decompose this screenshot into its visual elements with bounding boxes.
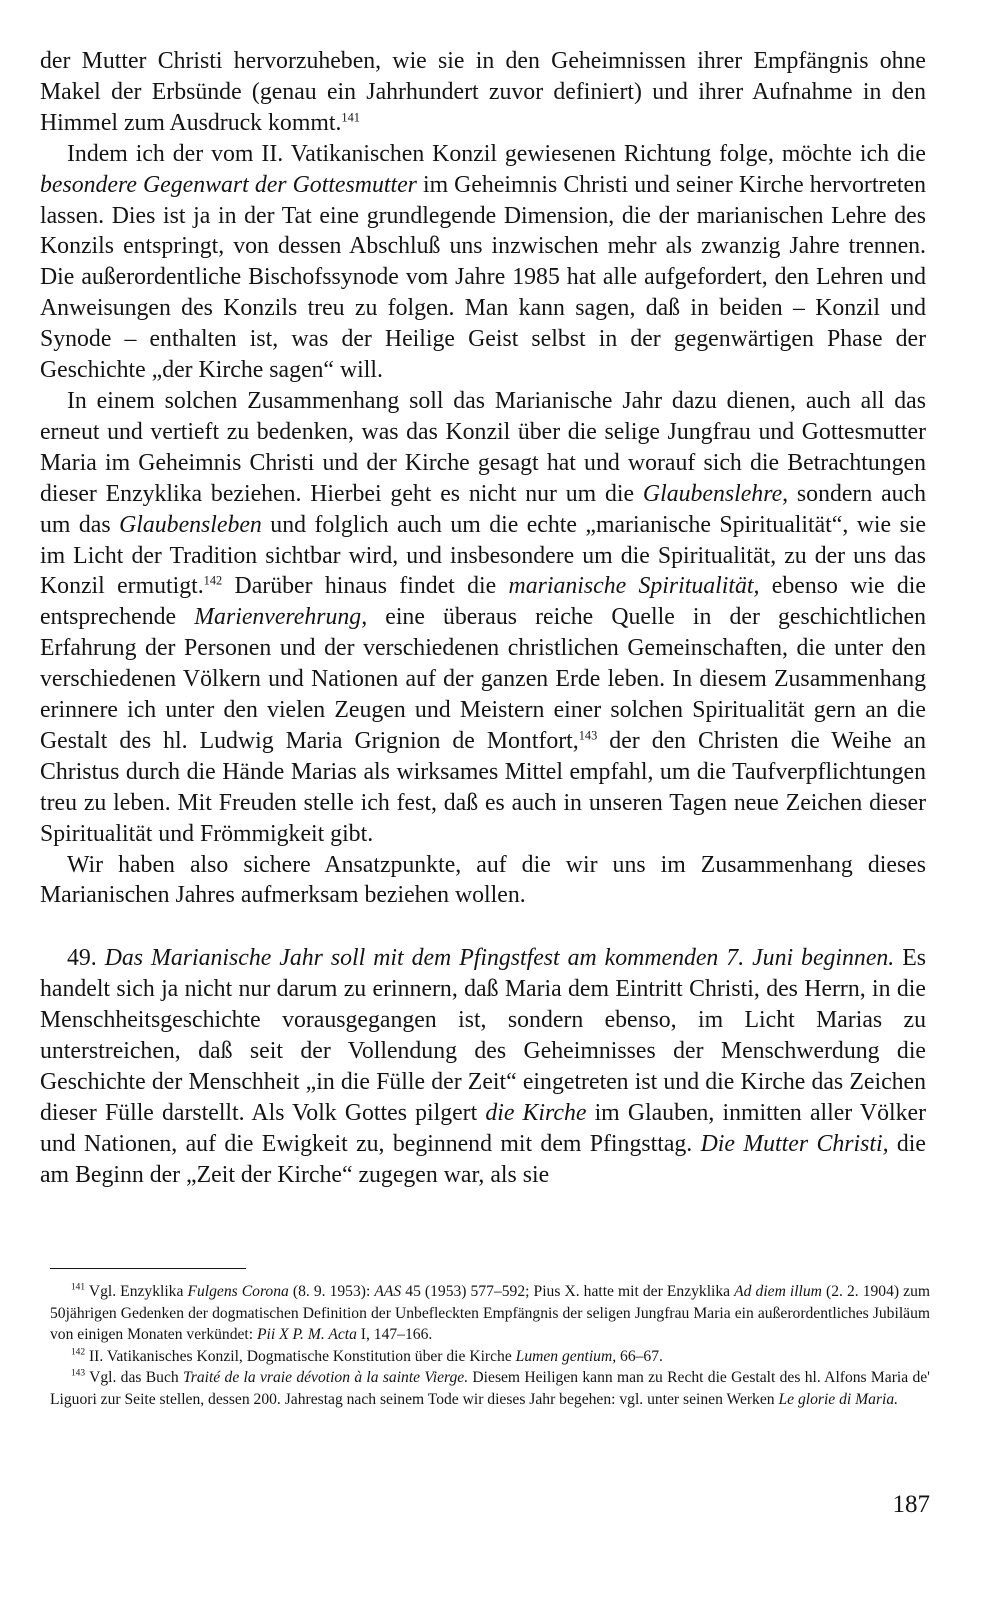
text-run: I, 147–166. — [356, 1326, 433, 1344]
footnote-rule — [50, 1268, 246, 1269]
paragraph — [40, 850, 926, 912]
text-run: 45 (1953) 577–592; Pius X. hatte mit der Enzyklika — [401, 1283, 735, 1300]
text-run: Vgl. das Buch — [85, 1369, 183, 1387]
paragraph — [40, 943, 926, 1190]
text-run: (8. 9. 1953): — [288, 1283, 375, 1300]
italic-text: Pii X P. M. Acta — [257, 1326, 357, 1344]
footnote-marker: 141 — [341, 110, 360, 125]
text-run: ebenso wie die entsprechende — [40, 573, 926, 631]
text-run: Darüber hinaus findet die — [222, 573, 509, 600]
footnotes — [50, 1281, 930, 1411]
italic-text: Die Mutter Christi, — [700, 1130, 889, 1157]
text-run: Indem ich der vom II. Vatikanischen Konzil gewiesenen Richtung folge, möchte ich die — [67, 140, 926, 167]
text-run: 66–67. — [616, 1347, 663, 1365]
text-run: im Geheimnis Christi und seiner Kirche hervortreten lassen. Dies ist ja in der Tat eine grundlegende Dimension, die der marianischen Lehre des Konzils entspringt, von dessen Abschluß uns inzwischen mehr als zwanzig Jahre trennen. Die außerordentliche Bischofssynode vom Jahre 1985 hat alle aufgefordert, den Lehren und Anweisungen des Konzils treu zu folgen. Man kann sagen, daß in beiden – Konzil und Synode – enthalten ist, was der Heilige Geist selbst in der gegenwärtigen Phase der Geschichte „der Kirche sagen“ will. — [40, 171, 926, 384]
italic-text: Glaubensleben — [119, 511, 262, 538]
text-run: In einem solchen Zusammenhang soll das Marianische Jahr dazu dienen, auch all das erneut und vertieft zu bedenken, was das Konzil über die selige Jungfrau und Gottesmutter Maria im Geheimnis Christi und der Kirche gesagt hat und worauf sich die Betrachtungen dieser Enzyklika beziehen. Hierbei geht es nicht nur um die — [40, 387, 926, 507]
main-text — [40, 46, 926, 1191]
paragraph — [40, 139, 926, 386]
text-run: im Glauben, inmitten aller Völker und Nationen, auf die Ewigkeit zu, beginnend mit dem Pfingsttag. — [40, 1099, 927, 1157]
page-number: 187 — [892, 1491, 930, 1518]
footnote — [50, 1346, 930, 1368]
footnote-marker: 142 — [203, 573, 223, 588]
footnote-marker: 142 — [71, 1347, 86, 1358]
footnote — [50, 1281, 930, 1346]
text-run: der den Christen die Weihe an Christus durch die Hände Marias als wirksames Mittel empfahl, um die Taufverpflichtungen treu zu leben. Mit Freuden stelle ich fest, daß es auch in unseren Tagen neue Zeichen dieser Spiritualität und Frömmigkeit gibt. — [40, 727, 927, 847]
text-run: Vgl. Enzyklika — [85, 1283, 188, 1300]
footnote-marker: 141 — [71, 1282, 86, 1293]
text-run: (2. 2. 1904) zum 50jährigen Gedenken der dogmatischen Definition der Unbefleckten Empfängnis der seligen Jungfrau Maria ein außerordentliches Jubiläum von einigen Monaten verkündet: — [50, 1283, 930, 1344]
italic-text: besondere Gegenwart der Gottesmutter — [40, 171, 417, 198]
paragraph — [40, 46, 926, 139]
italic-text: marianische Spiritualität, — [508, 573, 760, 600]
italic-text: Le glorie di Maria. — [778, 1390, 899, 1408]
italic-text: Das Marianische Jahr soll mit dem Pfingstfest am kommenden 7. Juni beginnen. — [104, 945, 895, 972]
text-run: 49. — [67, 945, 105, 972]
italic-text: Glaubenslehre, — [642, 480, 789, 507]
italic-text: Marienverehrung, — [194, 604, 368, 631]
italic-text: Ad diem illum — [734, 1283, 822, 1300]
text-run: II. Vatikanisches Konzil, Dogmatische Konstitution über die Kirche — [85, 1347, 516, 1365]
footnote-marker: 143 — [578, 728, 598, 743]
paragraph — [40, 386, 926, 850]
footnote-marker: 143 — [71, 1368, 86, 1379]
italic-text: Lumen gentium, — [515, 1347, 617, 1365]
text-run: eine überaus reiche Quelle in der geschichtlichen Erfahrung der Personen und der verschiedenen christlichen Gemeinschaften, die unter den verschiedenen Völkern und Nationen auf der ganzen Erde leben. In diesem Zusammenhang erinnere ich unter den vielen Zeugen und Meistern einer solchen Spiritualität gern an die Gestalt des hl. Ludwig Maria Grignion de Montfort, — [40, 604, 926, 754]
text-run: die am Beginn der „Zeit der Kirche“ zugegen war, als sie — [40, 1130, 926, 1188]
italic-text: die Kirche — [485, 1099, 587, 1126]
text-run: Wir haben also sichere Ansatzpunkte, auf die wir uns im Zusammenhang dieses Marianischen Jahres aufmerksam beziehen wollen. — [40, 851, 926, 909]
text-run: sondern auch um das — [40, 480, 926, 538]
italic-text: Fulgens Corona — [187, 1283, 289, 1300]
text-run: Diesem Heiligen kann man zu Recht die Gestalt des hl. Alfons Maria de' Liguori zur Seite stellen, dessen 200. Jahrestag nach seinem Tode wir dieses Jahr begehen: vgl. unter seinen Werken — [50, 1369, 930, 1408]
text-run: und folglich auch um die echte „marianische Spiritualität“, wie sie im Licht der Tradition sichtbar wird, und insbesondere um die Spiritualität, zu der uns das Konzil ermutigt. — [40, 511, 927, 600]
footnote — [50, 1367, 930, 1410]
text-run: der Mutter Christi hervorzuheben, wie sie in den Geheimnissen ihrer Empfängnis ohne Makel der Erbsünde (genau ein Jahrhundert zuvor definiert) und ihrer Aufnahme in den Himmel zum Ausdruck kommt. — [40, 48, 926, 136]
italic-text: Traité de la vraie dévotion à la sainte Vierge. — [182, 1369, 469, 1387]
text-run: Es handelt sich ja nicht nur darum zu erinnern, daß Maria dem Eintritt Christi, des Herrn, in die Menschheitsgeschichte vorausgegangen ist, sondern ebenso, im Licht Marias zu unterstreichen, daß seit der Vollendung des Geheimnisses der Menschwerdung die Geschichte der Menschheit „in die Fülle der Zeit“ eingetreten ist und die Kirche das Zeichen dieser Fülle darstellt. Als Volk Gottes pilgert — [40, 945, 926, 1126]
italic-text: AAS — [374, 1283, 402, 1300]
